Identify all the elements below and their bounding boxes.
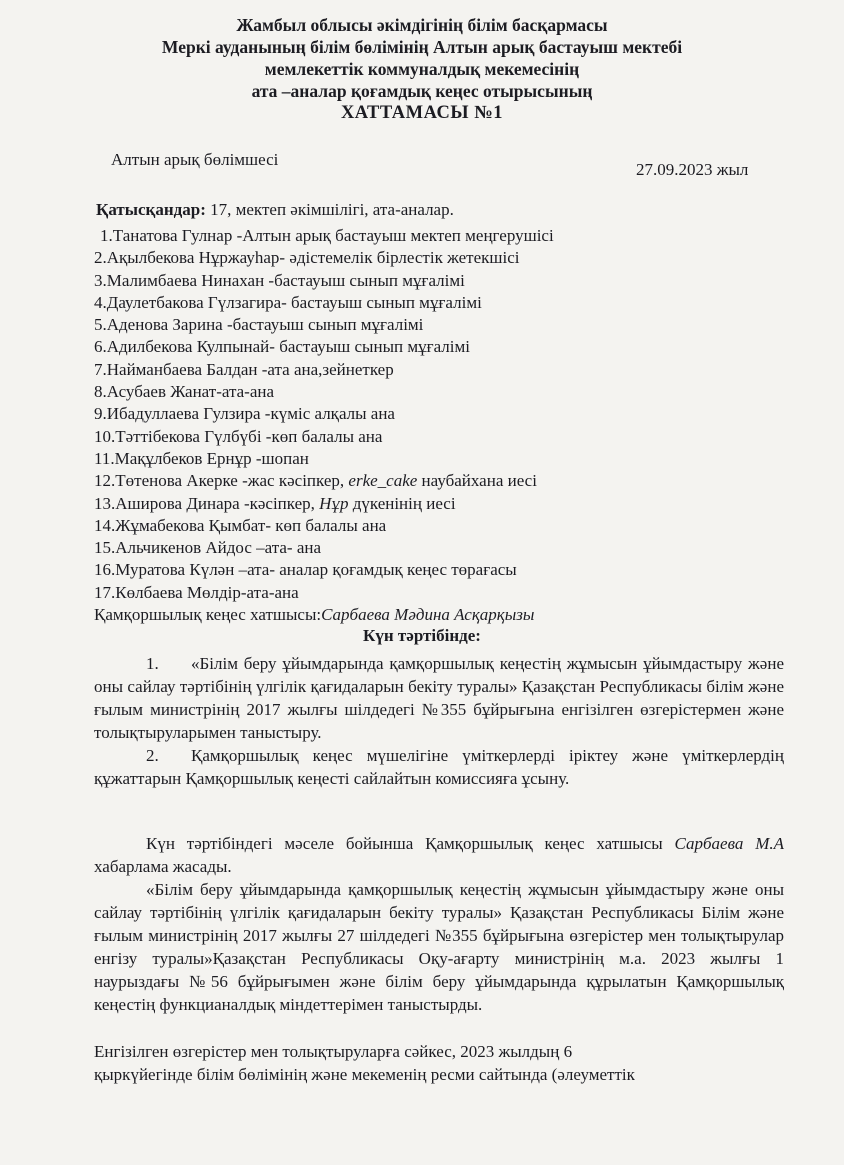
body-paragraph-last [94,1040,635,1086]
agenda-item [94,652,784,744]
participant-item: 5.Аденова Зарина -бастауыш сынып мұғалімі [94,315,424,335]
agenda-item-number: 2. [146,746,159,765]
participant-item: 7.Найманбаева Балдан -ата ана,зейнеткер [94,359,394,379]
secretary-line [94,605,534,625]
participants-count: 17, мектеп әкімшілігі, ата-аналар. [205,200,454,219]
participant-item: 14.Жұмабекова Қымбат- көп балалы ана [94,515,387,535]
participant-item: 1.Танатова Гулнар -Алтын арық бастауыш мектеп меңгерушісі [100,226,554,245]
participant-text: 13.Аширова Динара -кәсіпкер, [94,493,320,513]
body-text: хабарлама жасады. [94,857,232,876]
agenda-item-number: 1. [146,654,159,673]
participant-item: 8.Асубаев Жанат-ата-ана [94,382,275,402]
participant-item: 4.Даулетбакова Гүлзагира- бастауыш сынып мұғалімі [94,292,482,312]
participant-business-name: Нұр [319,493,349,513]
header-line-1: Жамбыл облысы әкімдігінің білім басқармасы [236,15,608,35]
meeting-place: Алтын арық бөлімшесі [111,150,279,169]
participant-text: наубайхана иесі [417,471,537,491]
participant-item [94,493,554,515]
agenda-list [94,652,784,790]
participant-item: 3.Малимбаева Нинахан -бастауыш сынып мұғалімі [94,270,465,290]
document-header [0,14,844,124]
secretary-label: Қамқоршылық кеңес хатшысы: [94,605,322,624]
agenda-item-text: «Білім беру ұйымдарында қамқоршылық кеңестің жұмысын ұйымдастыру және оны сайлау тәртібінің үлгілік қағидаларын бекіту туралы» Қазақстан Республикасы білім және ғылым министрінің 2017 жылғы шілдедегі №355 бұйрығына енгізілген өзгерістермен және толықтыруларымен таныстыру. [94,654,784,742]
body-text-line: Енгізілген өзгерістер мен толықтыруларға сәйкес, 2023 жылдың 6 [94,1042,573,1061]
agenda-item-text: Қамқоршылық кеңес мүшелігіне үміткерлерді іріктеу және үміткерлердің құжаттарын Қамқоршылық кеңесті сайлайтын комиссияға ұсыну. [94,746,784,788]
participant-item: 17.Көлбаева Мөлдір-ата-ана [94,582,299,602]
participant-item: 2.Ақылбекова Нұржауһар- әдістемелік бірлестік жетекшісі [94,248,520,268]
participant-item: 16.Муратова Күлән –ата- аналар қоғамдық кеңес төрағасы [94,560,517,580]
meeting-date: 27.09.2023 жыл [636,160,749,179]
participant-item: 11.Мақұлбеков Ернұр -шопан [94,448,309,468]
participant-item: 10.Тәттібекова Гүлбүбі -көп балалы ана [94,426,383,446]
agenda-item [94,744,784,790]
participant-item: 6.Адилбекова Кулпынай- бастауыш сынып мұғалімі [94,337,470,357]
header-line-2: Меркі ауданының білім бөлімінің Алтын арық бастауыш мектебі [161,37,683,57]
participant-text: дүкенінің иесі [348,493,456,513]
participants-label: Қатысқандар: [96,200,206,219]
participant-text: 12.Төтенова Акерке -жас кәсіпкер, [94,471,349,491]
secretary-short-name: Сарбаева М.А [674,834,784,853]
body-paragraph [94,832,784,878]
header-line-4: ата –аналар қоғамдық кеңес отырысының [251,81,593,101]
header-line-3: мемлекеттік коммуналдық мекемесінің [264,59,580,79]
participant-item: 9.Ибадуллаева Гулзира -күміс алқалы ана [94,404,395,424]
participants-summary [96,200,454,220]
participants-list [94,225,554,604]
body-paragraph: «Білім беру ұйымдарында қамқоршылық кеңестің жұмысын ұйымдастыру және оны сайлау тәртібінің үлгілік қағидаларын бекіту туралы» Қазақстан Республикасы Білім және ғылым министрінің 2017 жылғы 27 шілдедегі №355 бұйрығына өзгерістер мен толықтырулар енгізу туралы»Қазақстан Республикасы Оқу-ағарту министрінің м.а. 2023 жылғы 1 наурыздағы №56 бұйрығымен және білім беру ұйымдарында құрылатын Қамқоршылық кеңестің функцианалдық міндеттерімен таныстырды. [94,880,784,1014]
agenda-title: Күн тәртібінде: [363,626,481,645]
secretary-name: Сарбаева Мәдина Асқарқызы [321,605,535,624]
participant-item [94,470,554,492]
body-text-line: қыркүйегінде білім бөлімінің және мекеменің ресми сайтында (әлеуметтік [94,1065,635,1084]
body-text: Күн тәртібіндегі мәселе бойынша Қамқоршылық кеңес хатшысы [146,834,675,853]
minutes-body [94,832,784,1016]
document-title: ХАТТАМАСЫ №1 [340,103,504,123]
participant-business-name: erke_cake [348,471,418,491]
participant-item: 15.Альчикенов Айдос –ата- ана [94,538,322,558]
